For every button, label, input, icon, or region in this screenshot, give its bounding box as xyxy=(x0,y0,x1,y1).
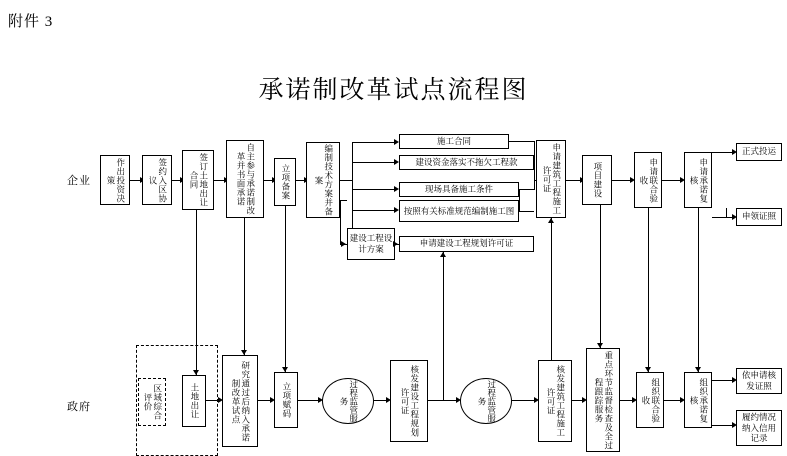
node-sign-entry-agreement[interactable]: 签约入区协议 xyxy=(142,155,172,205)
node-apply-construction-permit[interactable]: 申请建筑工程施工许可证 xyxy=(536,140,566,218)
node-compile-drawings[interactable]: 按照有关标准规范编制施工图 xyxy=(399,200,519,222)
lane-label-enterprise: 企业 xyxy=(67,175,91,187)
node-issue-construction-permit[interactable]: 核发建筑工程施工许可证 xyxy=(538,360,572,442)
node-organize-joint-acceptance[interactable]: 组织联合验收 xyxy=(636,372,664,428)
node-credit-record[interactable]: 履约情况纳入信用记录 xyxy=(736,410,782,446)
node-construction-contract[interactable]: 施工合同 xyxy=(399,134,509,149)
node-key-stage-supervision[interactable]: 重点环节监督检查及全过程跟踪服务 xyxy=(586,348,620,452)
node-project-coding[interactable]: 立项赋码 xyxy=(274,372,298,428)
node-receive-certificate[interactable]: 申领证照 xyxy=(736,208,782,226)
node-apply-joint-acceptance[interactable]: 申请联合验收 xyxy=(634,152,662,208)
node-regional-assessment[interactable]: 区域综合评价 xyxy=(138,378,166,426)
node-land-transfer[interactable]: 土地出让 xyxy=(182,375,206,427)
node-issue-certificate-on-request[interactable]: 依申请核发证照 xyxy=(736,368,782,394)
node-apply-planning-permit[interactable]: 申请建设工程规划许可证 xyxy=(399,236,534,252)
node-make-investment-decision[interactable]: 作出投资决策 xyxy=(100,155,130,205)
node-approved-into-pilot[interactable]: 研究通过后纳入承诺制改革试点 xyxy=(222,355,258,447)
page-title: 承诺制改革试点流程图 xyxy=(258,77,529,104)
node-organize-commitment-review[interactable]: 组织承诺复核 xyxy=(684,372,712,428)
lane-label-government: 政府 xyxy=(67,401,91,413)
node-site-ready[interactable]: 现场具备施工条件 xyxy=(399,182,519,197)
node-sign-land-transfer-contract[interactable]: 签订土地出让合同 xyxy=(182,150,214,210)
node-formal-operation[interactable]: 正式投运 xyxy=(736,143,782,161)
node-project-construction[interactable]: 项目建设 xyxy=(582,155,612,205)
node-voluntary-commitment[interactable]: 自主参与承诺制改革并书面承诺 xyxy=(226,140,264,218)
node-funds-no-arrears[interactable]: 建设资金落实不拖欠工程款 xyxy=(399,155,534,170)
node-apply-commitment-review[interactable]: 申请承诺复核 xyxy=(684,152,712,208)
node-compile-technical-plan[interactable]: 编制技术方案并备案 xyxy=(306,142,340,218)
node-process-supervision-1[interactable]: 过程监管服务 xyxy=(322,378,374,424)
node-construction-design-plan[interactable]: 建设工程设计方案 xyxy=(347,228,395,260)
attachment-label: 附件 3 xyxy=(8,14,54,30)
node-issue-planning-permit[interactable]: 核发建设工程规划许可证 xyxy=(390,360,428,442)
node-process-supervision-2[interactable]: 过程监管服务 xyxy=(460,378,512,424)
node-project-filing[interactable]: 立项备案 xyxy=(274,158,296,206)
